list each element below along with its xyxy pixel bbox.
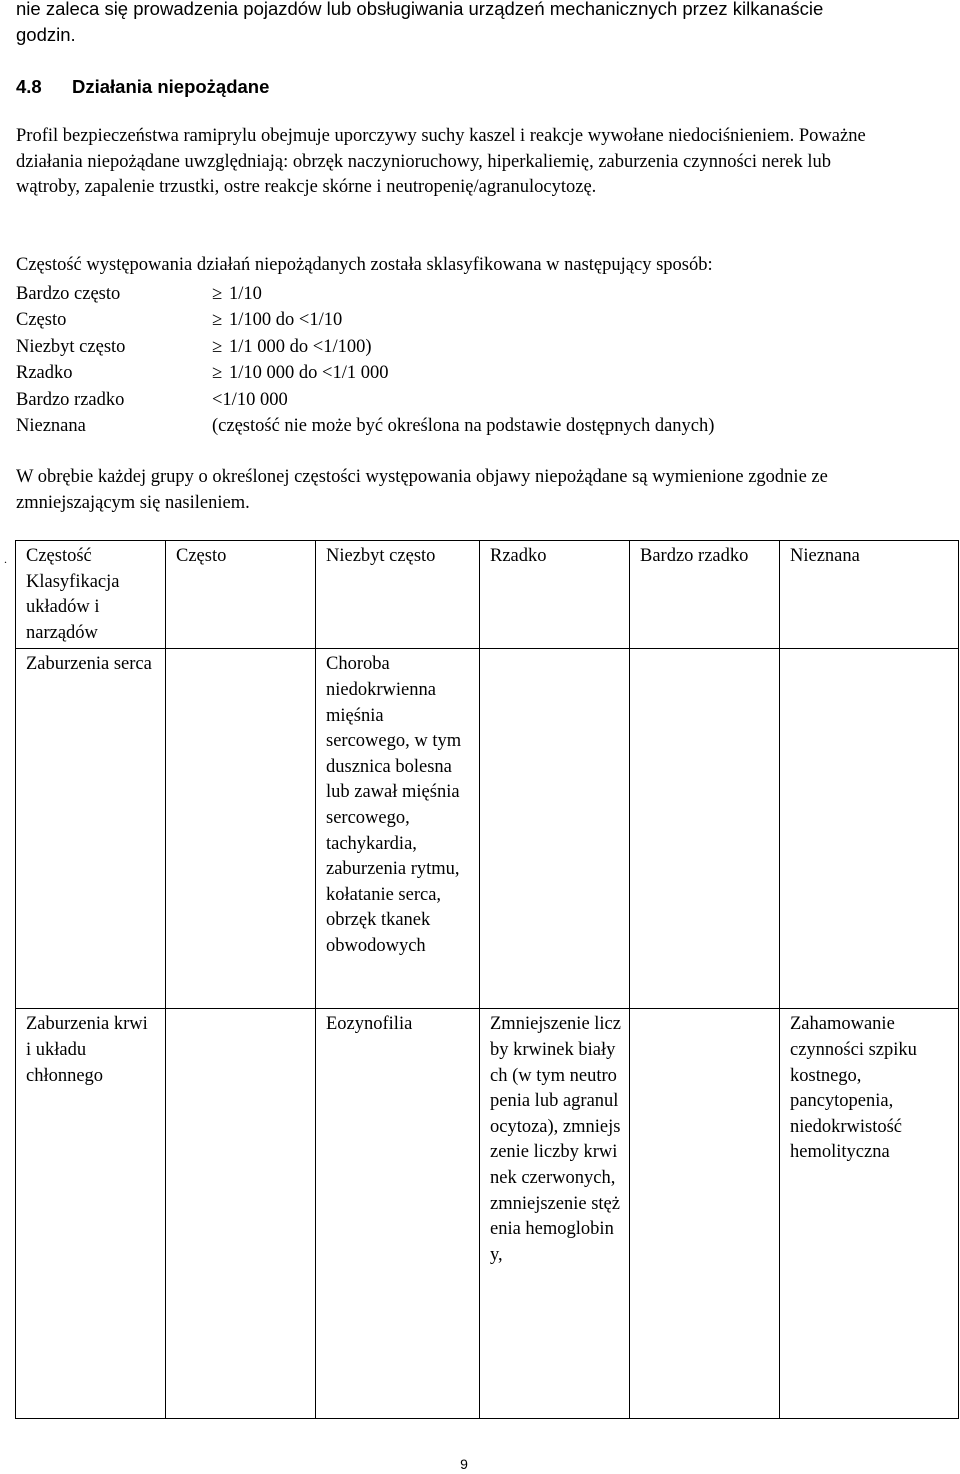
intro-text	[16, 0, 946, 47]
safety-profile-paragraph: Profil bezpieczeństwa ramiprylu obejmuje uporczywy suchy kaszel i reakcje wywołane niedociśnieniem. Poważne działania niepożądane uwzględniają: obrzęk naczynioruchowy, hiperkaliemię, zaburzenia czynności nerek lub wątroby, zapalenie trzustki, ostre reakcje skórne i neutropenię/agranulocytozę.	[16, 126, 866, 198]
frequency-row	[16, 334, 714, 361]
frequency-row	[16, 281, 714, 308]
frequency-row	[16, 361, 714, 388]
ordering-paragraph: W obrębie każdej grupy o określonej częstości występowania objawy niepożądane są wymienione zgodnie ze zmniejszającym się nasileniem.	[16, 467, 828, 513]
frequency-row	[16, 414, 714, 441]
section-heading	[16, 74, 269, 99]
table-header-row	[16, 541, 959, 649]
table-row	[16, 1009, 959, 1419]
frequency-list	[16, 281, 714, 440]
intro-line-2: godzin.	[16, 23, 76, 45]
table-cell: Zahamowanie czynności szpiku kostnego, pancytopenia, niedokrwistość hemolityczna	[780, 1009, 959, 1419]
header-cell: Bardzo rzadko	[630, 541, 780, 649]
header-cell: Nieznana	[780, 541, 959, 649]
frequency-name: Niezbyt często	[16, 336, 126, 357]
frequency-range: 1/10 000 do <1/1 000	[229, 363, 389, 384]
frequency-row	[16, 387, 714, 414]
header-cell: Rzadko	[480, 541, 630, 649]
table-cell	[166, 1009, 316, 1419]
frequency-row	[16, 308, 714, 335]
table-cell	[480, 649, 630, 1009]
frequency-name: Bardzo rzadko	[16, 389, 125, 410]
soc-cell: Zaburzenia serca	[16, 649, 166, 1009]
frequency-name: Bardzo często	[16, 283, 121, 304]
frequency-name: Nieznana	[16, 416, 86, 437]
table-cell	[630, 1009, 780, 1419]
header-cell: Często	[166, 541, 316, 649]
frequency-intro-paragraph: Częstość występowania działań niepożądanych została sklasyfikowana w następujący sposób:	[16, 255, 713, 275]
header-corner-cell	[16, 541, 166, 649]
ge-symbol: ≥	[212, 310, 223, 331]
frequency-name: Często	[16, 310, 67, 331]
table-cell	[630, 649, 780, 1009]
table-cell: Zmniejszenie liczby krwinek białych (w tym neutropenia lub agranulocytoza), zmniejszenie liczby krwinek czerwonych, zmniejszenie stężenia hemoglobiny,	[480, 1009, 630, 1419]
ge-symbol: ≥	[212, 336, 223, 357]
ge-symbol: ≥	[212, 363, 223, 384]
adverse-effects-table	[15, 540, 959, 1419]
soc-cell: Zaburzenia krwi i układu chłonnego	[16, 1009, 166, 1419]
table-cell	[780, 649, 959, 1009]
section-number: 4.8	[16, 76, 42, 97]
frequency-range: <1/10 000	[212, 389, 288, 410]
table-cell: Eozynofilia	[316, 1009, 480, 1419]
table-row	[16, 649, 959, 1009]
frequency-name: Rzadko	[16, 363, 73, 384]
intro-line-1: nie zaleca się prowadzenia pojazdów lub obsługiwania urządzeń mechanicznych przez kilkanaście	[16, 0, 824, 19]
header-frequency-label: Częstość	[26, 546, 92, 566]
table-cell: Choroba niedokrwienna mięśnia sercowego, w tym dusznica bolesna lub zawał mięśnia sercowego, tachykardia, zaburzenia rytmu, kołatanie serca, obrzęk tkanek obwodowych	[316, 649, 480, 1009]
frequency-range: 1/10	[229, 283, 262, 304]
ge-symbol: ≥	[212, 283, 223, 304]
frequency-range: 1/1 000 do <1/100)	[229, 336, 372, 357]
header-cell: Niezbyt często	[316, 541, 480, 649]
table-cell	[166, 649, 316, 1009]
frequency-range: (częstość nie może być określona na podstawie dostępnych danych)	[212, 416, 715, 437]
stray-mark: .	[4, 552, 7, 566]
frequency-range: 1/100 do <1/10	[229, 310, 343, 331]
page-number: 9	[460, 1456, 468, 1472]
header-soc-label: Klasyfikacja układów i narządów	[26, 571, 120, 643]
section-title: Działania niepożądane	[72, 76, 270, 97]
